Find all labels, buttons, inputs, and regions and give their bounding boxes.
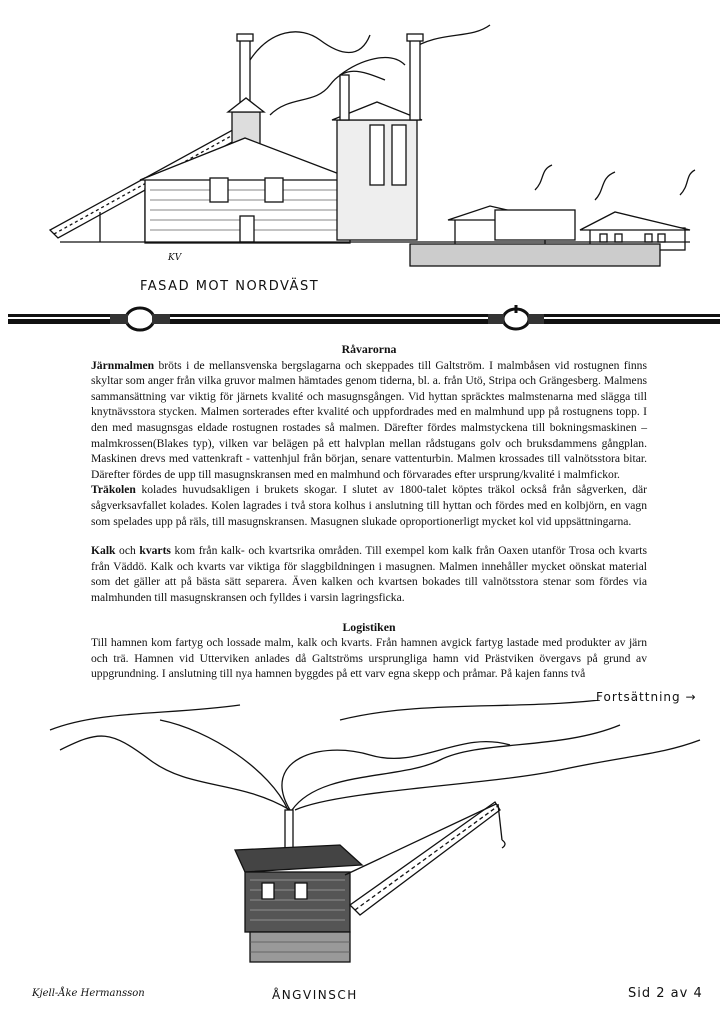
lead-term: Järnmalmen — [91, 358, 155, 372]
smoke-swirl — [50, 705, 240, 730]
continuation-note: Fortsättning → — [596, 690, 697, 704]
section-title: Logistiken — [342, 619, 396, 634]
ornament-left — [110, 308, 170, 330]
smoke-swirl — [160, 720, 288, 810]
smoke-swirl — [340, 58, 405, 75]
smoke-swirl — [250, 32, 370, 60]
smoke-swirl — [340, 700, 600, 720]
winch-house — [245, 872, 350, 932]
paragraph-text: kolades huvudsakligen i brukets skogar. I slutet av 1800-talet köptes träkol också från sågverken, där sågverksavfallet kolades. Kolen lagrades i två stora kolhus i anslutning till hyttan och fördes med en kolbjörn, en vagn som spelades upp på räls, till masugnskransen. Masugnen slukade oproportionerligt mycket kol vid uppsättningarna. — [91, 483, 647, 528]
lead-term: kvarts — [139, 544, 171, 558]
ironworks-facade-illustration — [40, 20, 700, 285]
chimney — [237, 34, 253, 41]
smoke-swirl — [535, 165, 552, 190]
ornamental-divider — [8, 305, 720, 335]
paragraph-text: bröts i de mellansvenska bergslagarna och skeppades till Galtström. I malmbåsen vid rostugnen finns skyltar som anger från vilka gruvor malmen hämtades genom tiderna, bl. a. från Utö, Stripa och Grängesberg. Malmens sammansättning var viktig för järnets kvalité och masugnsgången. Vid hyttan spräcktes malmstenarna med slägga till knytnävsstora stycken. Malmen sorterades efter kvalité och uppfordrades med en malmhund upp på rostugnens topp. I den med masugnsgas eldade rostugnen rostades så malmen. Därefter fördes malmstyckena till bokningsmaskinen – malmkrossen(Blakes typ), vilken var belägen på ett halvplan mellan rådstugans golv och bruksdammens gångplan. Maskinen drevs med vattenkraft - vattenhjul från början, senare vattenturbin. Malmen krossades till valnötsstora bitar. Därefter fördes de upp till masugnskransen med en malmhund och förvarades efter ursprung/kvalité i malmfickor. — [91, 358, 647, 481]
page-number: Sid 2 av 4 — [628, 986, 703, 1001]
paragraph-text: kom från kalk- och kvartsrika områden. Till exempel kom kalk från Oaxen utanför Trosa och kvarts från Väddö. Kalk och kvarts var viktiga för slaggbildningen i masugnen. Malmen innehåller mycket oönskat material som det gäller att på bästa sätt separera. Även kalken och kvartsen bokades till valnötsstora stenar som fördes via malmhunden till masugnskransen och fylldes i varsin lagringsficka. — [91, 544, 647, 604]
smoke-swirl — [595, 172, 615, 200]
logistics-paragraph: Till hamnen kom fartyg och lossade malm, kalk och kvarts. Från hamnen avgick fartyg lastade med produkter av järn och trä. Hamnen vid Utterviken anlades då Galtströms ursprungliga hamn vid Prästviken övergavs på grund av uppgrundning. I anslutning till nya hamnen byggdes på ett varv egna skepp och pråmar. På kajen fanns två — [91, 636, 647, 681]
smoke-swirl — [680, 170, 695, 195]
ornament-right — [488, 305, 544, 329]
smoke-swirl — [295, 740, 700, 810]
facade-caption: FASAD MOT NORDVÄST — [140, 279, 320, 294]
section-title: Råvarorna — [341, 342, 397, 356]
author-signature: Kjell-Åke Hermansson — [32, 988, 145, 999]
steam-winch-caption: ÅNGVINSCH — [272, 988, 358, 1002]
winch-roof — [235, 845, 362, 872]
smoke-swirl — [60, 736, 290, 810]
charcoal-paragraph — [91, 482, 647, 529]
iron-ore-paragraph — [91, 358, 647, 483]
raw-materials-section — [91, 342, 647, 682]
illustration-initials: KV — [168, 253, 182, 263]
lead-term: Kalk — [91, 544, 116, 558]
lead-term: Träkolen — [91, 483, 136, 497]
stone-base — [250, 932, 350, 962]
steam-winch-illustration — [40, 700, 720, 985]
lime-quartz-paragraph — [91, 543, 647, 605]
smoke-swirl — [282, 742, 510, 810]
stone-foundation — [410, 244, 660, 266]
shed — [495, 210, 575, 240]
connector-text: och — [115, 544, 140, 558]
